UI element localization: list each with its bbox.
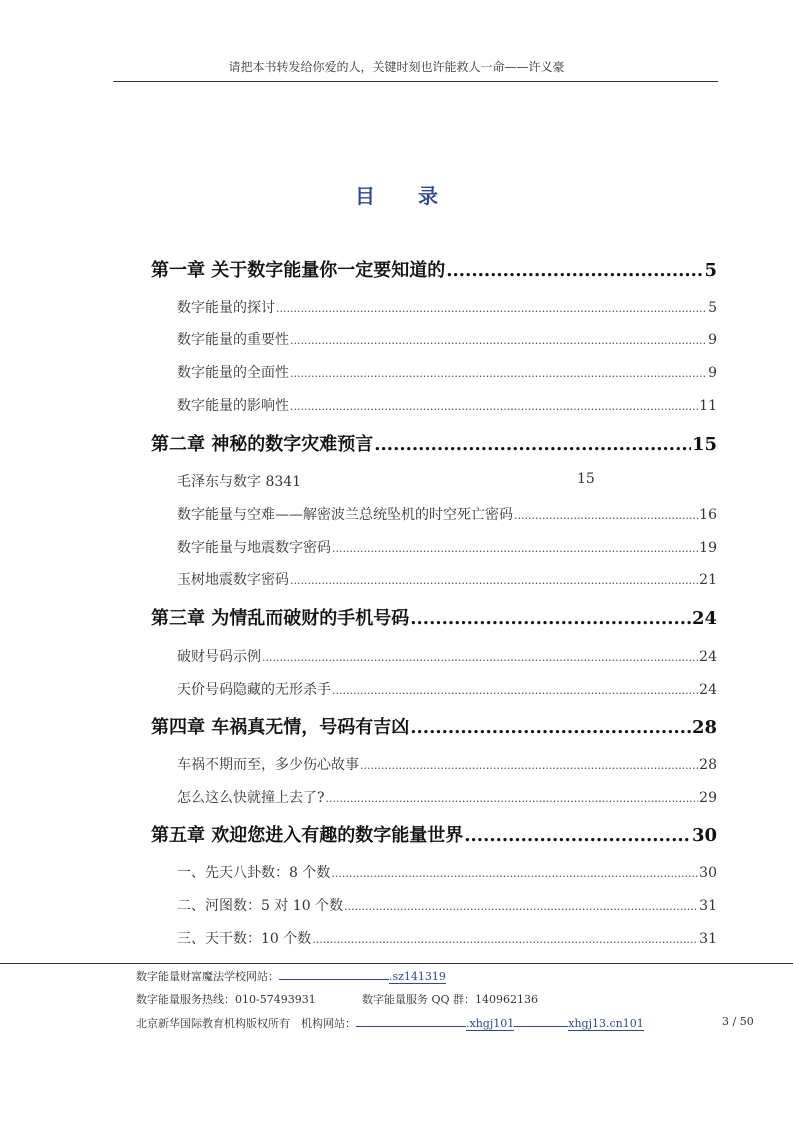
footer-hotline: 数字能量服务热线：010-57493931	[136, 993, 316, 1006]
toc-chapter-title: 第五章 欢迎您进入有趣的数字能量世界	[151, 825, 464, 846]
toc-page-number: 15	[577, 471, 595, 487]
toc-section[interactable]	[177, 537, 717, 557]
toc-leader-dots	[410, 717, 691, 738]
toc-leader-dots	[312, 933, 698, 946]
toc-leader-dots	[374, 434, 691, 455]
toc-leader-dots	[446, 260, 703, 281]
toc-section[interactable]	[177, 679, 717, 699]
toc-title: 目 录	[355, 184, 456, 208]
toc-page-number: 15	[691, 434, 717, 455]
footer-org-line	[136, 1015, 644, 1031]
toc-chapter-title: 第二章 神秘的数字灾难预言	[151, 434, 374, 455]
toc-section-title: 数字能量的影响性	[177, 398, 289, 414]
toc-page-number: 19	[699, 540, 717, 556]
footer-org-link-2[interactable]: xhgj13.cn101	[568, 1017, 644, 1030]
toc-page-number: 29	[699, 790, 717, 806]
footer-divider	[0, 963, 793, 964]
toc-chapter-5[interactable]	[151, 821, 717, 847]
toc-section-title: 车祸不期而至，多少伤心故事	[177, 757, 359, 773]
toc-page-number: 11	[699, 398, 717, 414]
toc-page-number: 9	[708, 332, 717, 348]
toc-leader-dots	[290, 400, 698, 413]
footer-org-link-gap[interactable]	[514, 1026, 568, 1027]
toc-section-title: 天价号码隐藏的无形杀手	[177, 682, 331, 698]
toc-leader-dots	[276, 302, 707, 315]
toc-chapter-title: 第四章 车祸真无情，号码有吉凶	[151, 717, 410, 738]
toc-section-title: 三、天干数：10 个数	[177, 931, 312, 947]
toc-page-number: 24	[699, 682, 717, 698]
toc-chapter-1[interactable]	[151, 256, 717, 282]
toc-section-title: 数字能量的重要性	[177, 332, 289, 348]
toc-section-title: 数字能量的探讨	[177, 300, 275, 316]
toc-leader-dots	[464, 825, 691, 846]
footer-page-number: 3 / 50	[722, 1015, 754, 1028]
toc-section-title: 破财号码示例	[177, 649, 261, 665]
toc-section[interactable]	[177, 297, 717, 317]
toc-page-number: 5	[704, 260, 717, 281]
toc-page-number: 24	[699, 649, 717, 665]
toc-page-number: 30	[691, 825, 717, 846]
toc-section[interactable]	[177, 754, 717, 774]
footer-org-link-underline[interactable]	[356, 1026, 466, 1027]
toc-page-number: 28	[691, 717, 717, 738]
toc-page-number: 31	[699, 898, 717, 914]
toc-leader-dots	[290, 334, 707, 347]
toc-section-title: 二、河图数：5 对 10 个数	[177, 898, 344, 914]
toc-section[interactable]	[177, 569, 717, 589]
toc-chapter-2[interactable]	[151, 430, 717, 456]
toc-section[interactable]	[177, 329, 717, 349]
toc-leader-dots	[344, 900, 698, 913]
footer-school-line	[136, 968, 446, 984]
toc-section-title: 一、先天八卦数：8 个数	[177, 865, 331, 881]
toc-leader-dots	[410, 608, 691, 629]
toc-chapter-3[interactable]	[151, 604, 717, 630]
toc-page-number: 9	[708, 365, 717, 381]
toc-leader-dots	[514, 509, 698, 522]
toc-page-number: 21	[699, 572, 717, 588]
toc-page-number: 16	[699, 507, 717, 523]
footer-school-link[interactable]: .sz141319	[389, 970, 446, 983]
toc-page-number: 31	[699, 931, 717, 947]
toc-section[interactable]	[177, 362, 717, 382]
toc-leader-dots	[332, 684, 698, 697]
toc-section[interactable]	[177, 787, 717, 807]
toc-section[interactable]	[177, 895, 717, 915]
footer-org-link-1[interactable]: .xhgj101	[466, 1017, 515, 1030]
toc-chapter-4[interactable]	[151, 713, 717, 739]
footer-qq-group: 数字能量服务 QQ 群：140962136	[362, 993, 539, 1006]
footer-school-link-underline[interactable]	[279, 979, 389, 980]
toc-section-title: 数字能量的全面性	[177, 365, 289, 381]
toc-page-number: 28	[699, 757, 717, 773]
toc-section-title: 数字能量与地震数字密码	[177, 540, 331, 556]
toc-leader-dots	[262, 651, 698, 664]
toc-page-number: 5	[708, 300, 717, 316]
toc-leader-dots	[331, 867, 698, 880]
toc-leader-dots	[332, 542, 698, 555]
toc-section-title: 怎么这么快就撞上去了?	[177, 790, 325, 806]
toc-section[interactable]	[177, 928, 717, 948]
toc-chapter-title: 第一章 关于数字能量你一定要知道的	[151, 260, 446, 281]
toc-section-title[interactable]: 毛泽东与数字 8341	[177, 474, 302, 490]
toc-chapter-title: 第三章 为情乱而破财的手机号码	[151, 608, 410, 629]
toc-page-number: 30	[699, 865, 717, 881]
toc-leader-dots	[360, 759, 698, 772]
toc-page-number: 24	[691, 608, 717, 629]
running-header: 请把本书转发给你爱的人，关键时刻也许能救人一命——许义豪	[228, 60, 565, 74]
toc-section[interactable]	[177, 504, 717, 524]
footer-org-label: 北京新华国际教育机构版权所有 机构网站：	[136, 1017, 356, 1030]
header-divider	[113, 81, 718, 82]
toc-section[interactable]	[177, 646, 717, 666]
toc-leader-dots	[290, 574, 698, 587]
footer-school-label: 数字能量财富魔法学校网站：	[136, 970, 279, 983]
toc-leader-dots	[326, 792, 699, 805]
toc-section[interactable]	[177, 862, 717, 882]
toc-section[interactable]	[177, 395, 717, 415]
toc-leader-dots	[290, 367, 707, 380]
toc-section-title: 玉树地震数字密码	[177, 572, 289, 588]
toc-section-title: 数字能量与空难——解密波兰总统坠机的时空死亡密码	[177, 507, 513, 523]
